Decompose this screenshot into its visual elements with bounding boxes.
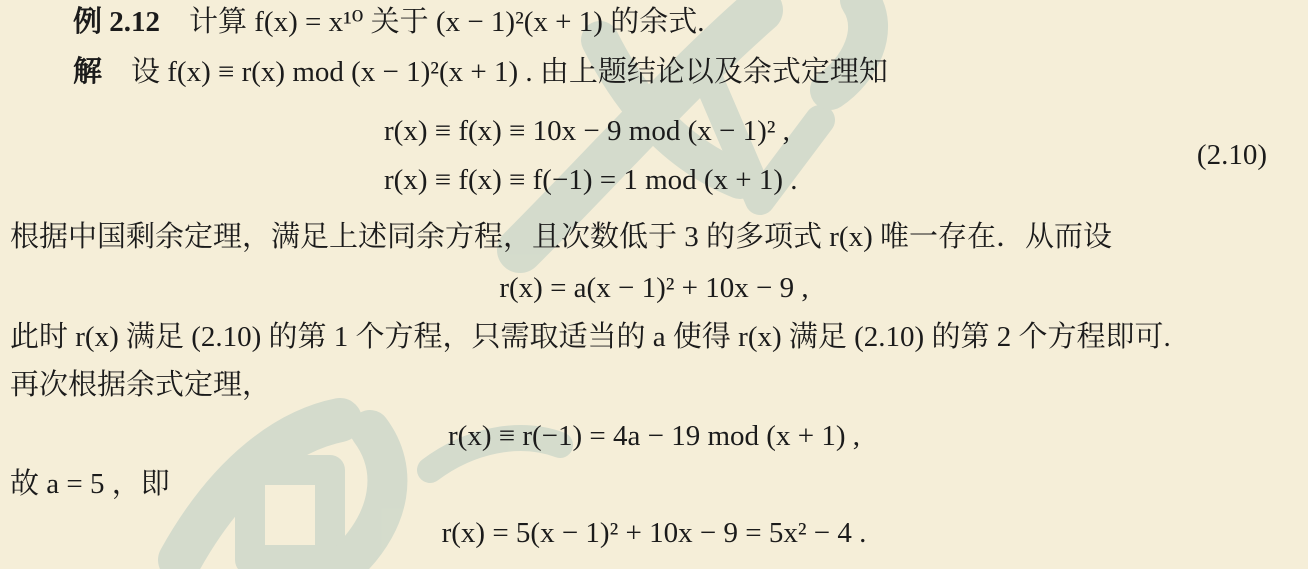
equation-r-form: r(x) = a(x − 1)² + 10x − 9 , <box>499 272 809 304</box>
equation-2-10-line-2: r(x) ≡ f(x) ≡ f(−1) = 1 mod (x + 1) . <box>384 164 798 196</box>
equation-result: r(x) = 5(x − 1)² + 10x − 9 = 5x² − 4 . <box>441 517 867 549</box>
solution-label: 解 <box>73 56 103 88</box>
solution-line-1 <box>73 54 888 90</box>
example-line <box>73 4 704 40</box>
example-statement: 计算 f(x) = x¹⁰ 关于 (x − 1)²(x + 1) 的余式. <box>189 6 705 38</box>
equation-remainder: r(x) ≡ r(−1) = 4a − 19 mod (x + 1) , <box>448 420 860 452</box>
solution-text-1: 设 f(x) ≡ r(x) mod (x − 1)²(x + 1) . 由上题结论以及余式定理知 <box>131 56 888 88</box>
equation-tag: (2.10) <box>1196 139 1267 171</box>
equation-2-10-line-1: r(x) ≡ f(x) ≡ 10x − 9 mod (x − 1)² , <box>384 115 790 147</box>
paragraph-line-5: 故 a = 5 ，即 <box>10 468 170 500</box>
paragraph-line-4: 再次根据余式定理， <box>10 369 272 401</box>
example-label: 例 2.12 <box>73 6 161 38</box>
paragraph-line-3: 此时 r(x) 满足 (2.10) 的第 1 个方程，只需取适当的 a 使得 r(x) 满足 (2.10) 的第 2 个方程即可. <box>10 321 1171 353</box>
paragraph-line-2: 根据中国剩余定理，满足上述同余方程，且次数低于 3 的多项式 r(x) 唯一存在．从而设 <box>10 221 1112 253</box>
